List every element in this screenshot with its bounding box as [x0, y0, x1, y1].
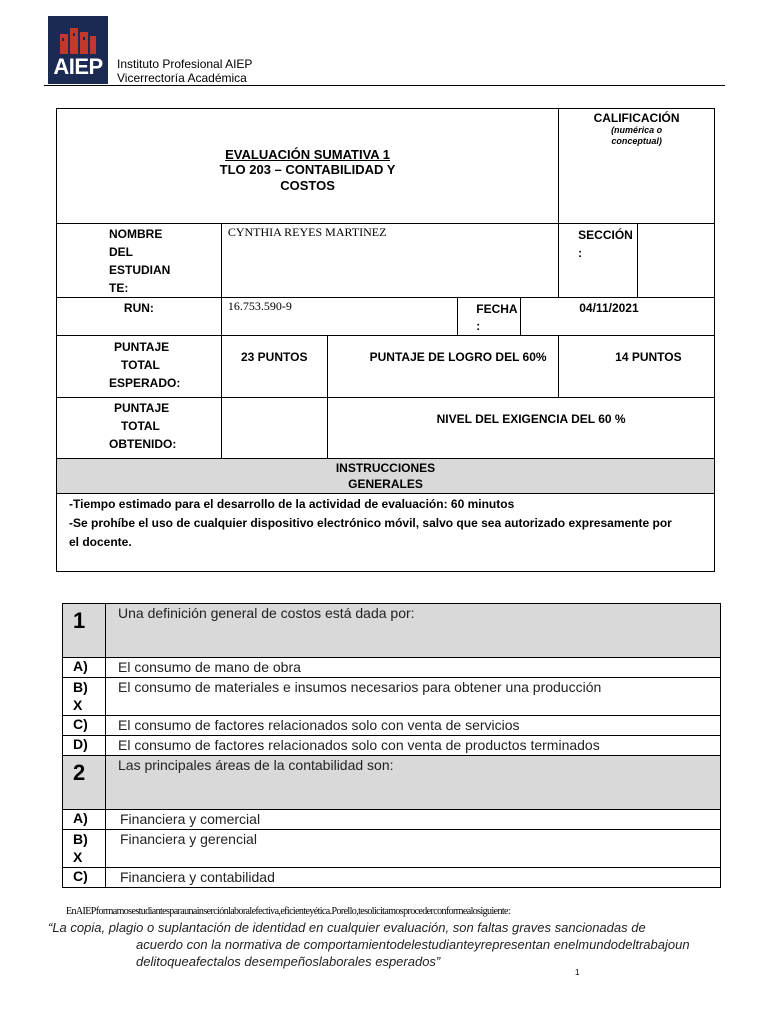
puntaje-obtenido-value: [221, 398, 327, 459]
footer-quote: “La copia, plagio o suplantación de identidad en cualquier evaluación, son faltas graves sancionadas de acuerdo con la normativa de comportamientodelestudianteyrepresentan enelmundodeltrabajoun delitoqueafectalos desempeñoslaborales esperados”: [48, 920, 690, 969]
page-number: 1: [575, 968, 580, 977]
nivel-exigencia-label: NIVEL DEL EXIGENCIA DEL 60 %: [327, 398, 714, 459]
option-text: Financiera y contabilidad: [106, 868, 721, 888]
instruccion-item: -Tiempo estimado para el desarrollo de la actividad de evaluación: 60 minutos: [69, 497, 515, 511]
option-letter: D): [63, 736, 106, 756]
puntaje-obtenido-label: PUNTAJE TOTAL OBTENIDO:: [57, 398, 222, 459]
question-text: Las principales áreas de la contabilidad son:: [106, 756, 721, 810]
instrucciones-body: -Tiempo estimado para el desarrollo de la actividad de evaluación: 60 minutos -Se prohíbe el uso de cualquier dispositivo electrónico móvil, salvo que sea autorizado expresamente por el docente.: [57, 494, 715, 572]
option-letter: B): [73, 679, 88, 695]
fecha-label: FECHA :: [458, 298, 521, 336]
logro-label: PUNTAJE DE LOGRO DEL 60%: [327, 336, 559, 398]
option-text: El consumo de materiales e insumos necesarios para obtener una producción: [106, 678, 721, 716]
evaluation-subtitle-1: TLO 203 – CONTABILIDAD Y: [219, 162, 396, 177]
evaluation-info-table: [56, 108, 715, 572]
fecha-value: 04/11/2021: [521, 298, 715, 336]
instrucciones-header: INSTRUCCIONES GENERALES: [57, 459, 715, 494]
question-row: [63, 604, 721, 658]
footer-note: EnAIEPformamosestudiantesparaunainserciónlaboralefectiva,eficienteyética.Porello,tesolicitamosprocederconformealosiguiente:: [66, 906, 511, 917]
option-letter: B): [73, 831, 88, 847]
option-row[interactable]: [63, 736, 721, 756]
option-row-selected[interactable]: [63, 830, 721, 868]
instruccion-item: -Se prohíbe el uso de cualquier dispositivo electrónico móvil, salvo que sea autorizado expresamente por: [69, 516, 672, 530]
puntaje-esperado-label: PUNTAJE TOTAL ESPERADO:: [57, 336, 222, 398]
seccion-value: [638, 224, 715, 298]
aiep-logo: [48, 16, 108, 84]
option-letter: C): [63, 868, 106, 888]
option-text: Financiera y gerencial: [106, 830, 721, 868]
question-number: 1: [63, 604, 106, 658]
option-row[interactable]: [63, 658, 721, 678]
option-row[interactable]: [63, 810, 721, 830]
question-row: [63, 756, 721, 810]
evaluation-title-cell: [57, 109, 559, 224]
option-row-selected[interactable]: [63, 678, 721, 716]
run-value: 16.753.590-9: [221, 298, 457, 336]
selected-mark: X: [73, 697, 83, 713]
institution-name: Instituto Profesional AIEP Vicerrectoría Académica: [117, 57, 253, 85]
evaluation-subtitle-2: COSTOS: [280, 178, 335, 193]
option-letter: A): [63, 658, 106, 678]
calificacion-cell: CALIFICACIÓN (numérica o conceptual): [559, 109, 715, 224]
buildings-icon: [54, 24, 102, 54]
run-label: RUN:: [57, 298, 222, 336]
question-text: Una definición general de costos está dada por:: [106, 604, 721, 658]
option-text: Financiera y comercial: [106, 810, 721, 830]
nombre-value: CYNTHIA REYES MARTINEZ: [221, 224, 558, 298]
selected-mark: X: [73, 849, 83, 865]
option-row[interactable]: [63, 716, 721, 736]
nombre-label: NOMBRE DEL ESTUDIAN TE:: [57, 224, 222, 298]
seccion-label: SECCIÓN :: [559, 224, 638, 298]
option-letter: A): [63, 810, 106, 830]
calificacion-label: CALIFICACIÓN: [593, 111, 680, 125]
evaluation-title: EVALUACIÓN SUMATIVA 1: [225, 147, 391, 162]
option-text: El consumo de factores relacionados solo con venta de productos terminados: [106, 736, 721, 756]
option-text: El consumo de factores relacionados solo con venta de servicios: [106, 716, 721, 736]
question-number: 2: [63, 756, 106, 810]
option-row[interactable]: [63, 868, 721, 888]
logo-text: AIEP: [53, 54, 103, 79]
puntaje-esperado-value: 23 PUNTOS: [221, 336, 327, 398]
questions-table: [62, 603, 721, 888]
option-text: El consumo de mano de obra: [106, 658, 721, 678]
header-divider: [44, 85, 725, 86]
option-letter: C): [63, 716, 106, 736]
logro-value: 14 PUNTOS: [559, 336, 715, 398]
